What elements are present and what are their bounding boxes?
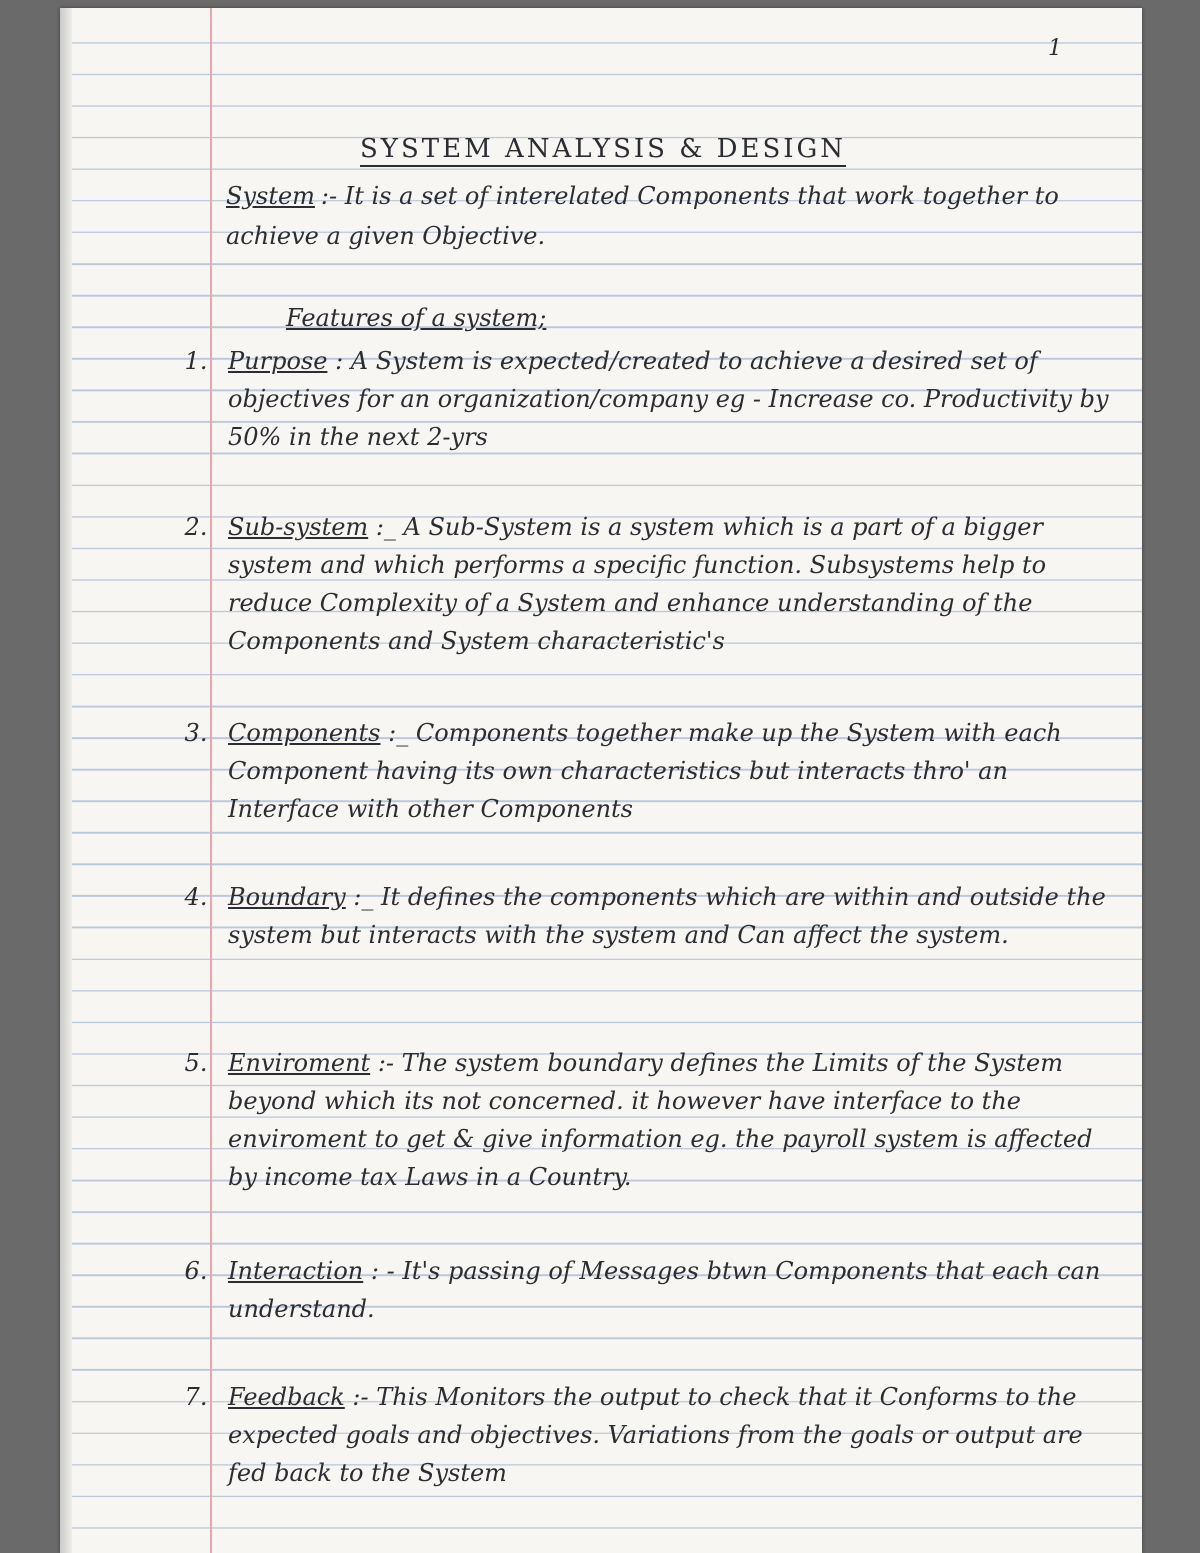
feature-number: 6. <box>184 1257 208 1285</box>
feature-item-subsystem <box>164 508 1124 660</box>
feature-text: : A System is expected/created to achieve a desired set of objectives for an organization/company eg - Increase co. Productivity by 50% in the next 2-yrs <box>228 347 1109 451</box>
page-title: SYSTEM ANALYSIS & DESIGN <box>360 134 847 164</box>
feature-number: 7. <box>184 1383 208 1411</box>
feature-label: Enviroment <box>228 1049 371 1077</box>
feature-text: :_ Components together make up the System with each Component having its own characteristics but interacts thro' an Interface with other Components <box>228 719 1062 823</box>
feature-item-components <box>164 714 1124 828</box>
features-heading: Features of a system; <box>286 304 547 332</box>
feature-text: :- The system boundary defines the Limits of the System beyond which its not concerned. it however have interface to the enviroment to get & give information eg. the payroll system is affected by income tax Laws in a Country. <box>228 1049 1093 1191</box>
page-number: 1 <box>1048 36 1062 61</box>
feature-text: :- This Monitors the output to check that it Conforms to the expected goals and objectives. Variations from the goals or output are fed back to the System <box>228 1383 1083 1487</box>
page-binding-edge <box>60 8 72 1553</box>
definition-label: System <box>226 182 315 210</box>
feature-label: Components <box>228 719 381 747</box>
system-definition <box>226 176 1116 256</box>
feature-number: 5. <box>184 1049 208 1077</box>
feature-item-boundary <box>164 878 1124 954</box>
feature-number: 2. <box>184 513 208 541</box>
feature-label: Sub-system <box>228 513 369 541</box>
feature-number: 4. <box>184 883 208 911</box>
feature-number: 3. <box>184 719 208 747</box>
feature-item-interaction <box>164 1252 1124 1328</box>
notebook-page <box>60 8 1142 1553</box>
feature-label: Feedback <box>228 1383 345 1411</box>
feature-text: :_ A Sub-System is a system which is a part of a bigger system and which performs a specific function. Subsystems help to reduce Complexity of a System and enhance understanding of the Components and System characteristic's <box>228 513 1047 655</box>
feature-label: Interaction <box>228 1257 364 1285</box>
feature-label: Purpose <box>228 347 328 375</box>
feature-label: Boundary <box>228 883 346 911</box>
feature-text: : - It's passing of Messages btwn Components that each can understand. <box>228 1257 1101 1323</box>
feature-text: :_ It defines the components which are within and outside the system but interacts with the system and Can affect the system. <box>228 883 1106 949</box>
feature-item-environment <box>164 1044 1124 1196</box>
feature-number: 1. <box>184 347 208 375</box>
definition-text: :- It is a set of interelated Components that work together to achieve a given Objective. <box>226 182 1059 250</box>
feature-item-feedback <box>164 1378 1124 1492</box>
feature-item-purpose <box>164 342 1124 456</box>
